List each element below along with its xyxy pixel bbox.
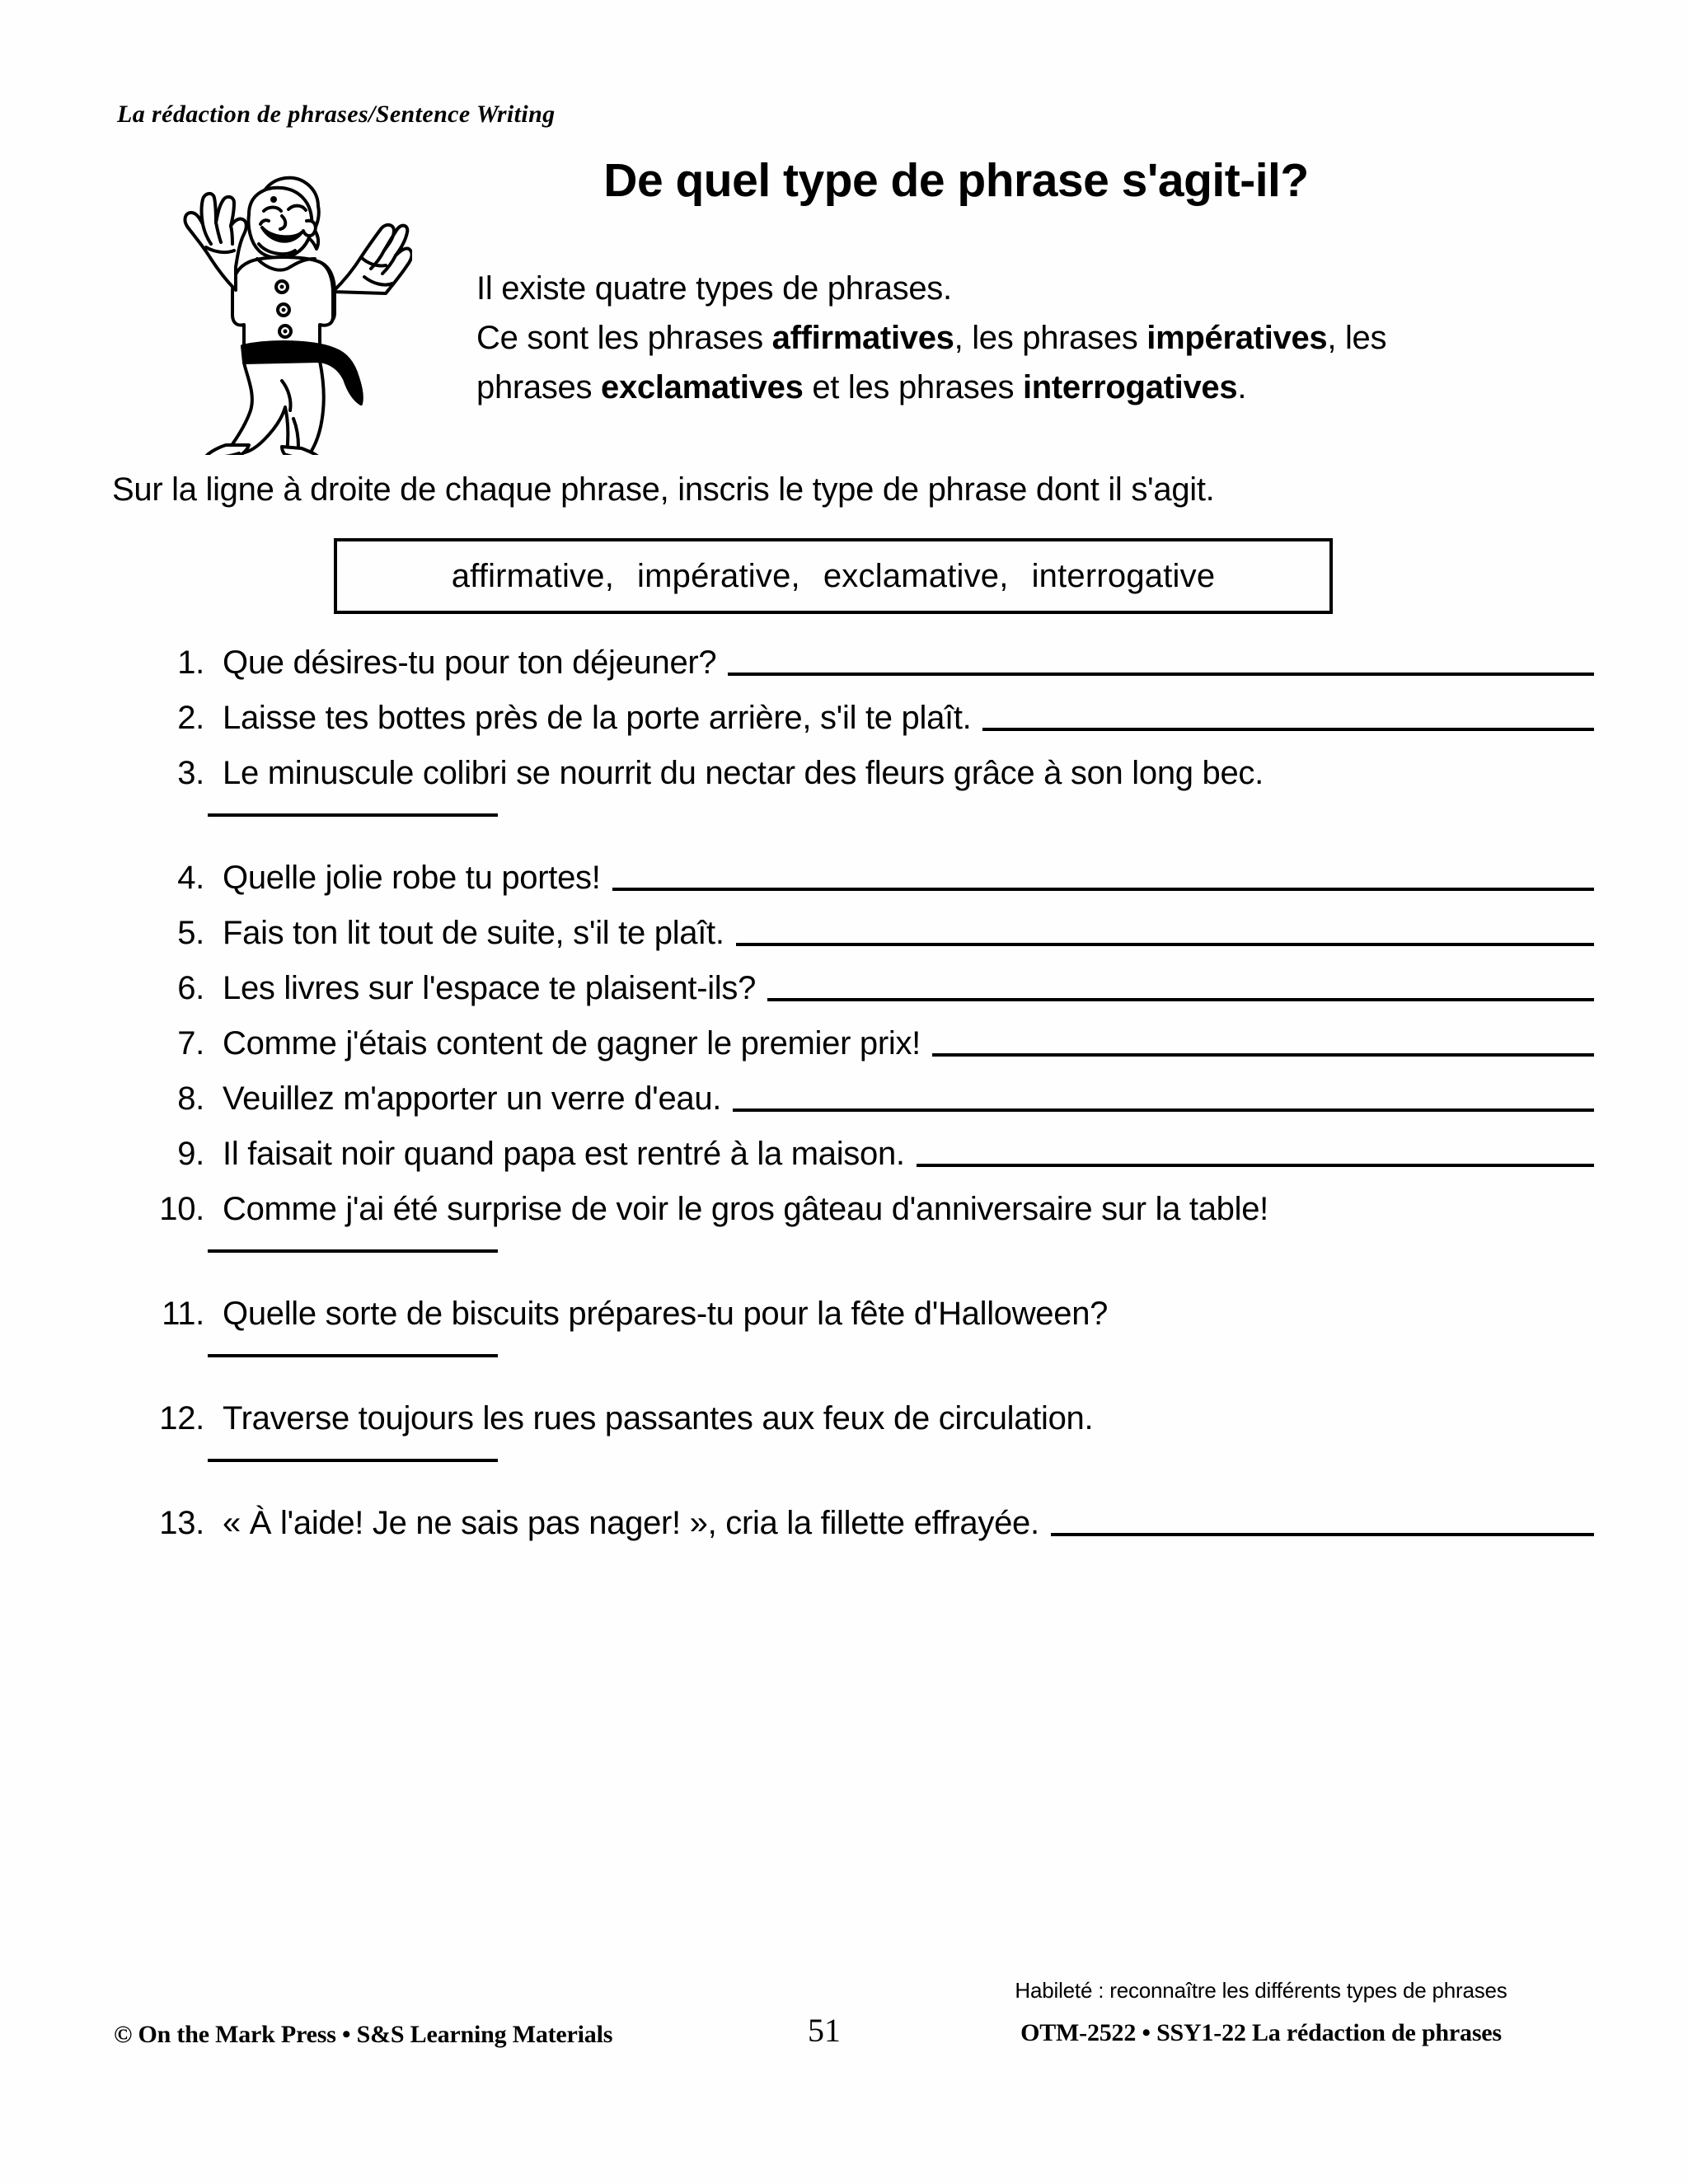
question-number: 10.	[159, 1191, 204, 1227]
question-number: 8.	[177, 1080, 204, 1117]
question-row	[115, 755, 1591, 792]
question-text: Comme j'étais content de gagner le premier prix!	[223, 1025, 921, 1062]
question-text: Traverse toujours les rues passantes aux feux de circulation.	[223, 1400, 1094, 1436]
question-number: 4.	[177, 860, 204, 896]
footer-copyright: © On the Mark Press • S&S Learning Materials	[114, 2021, 613, 2048]
question-number: 12.	[159, 1400, 204, 1436]
question-row	[115, 1296, 1591, 1333]
question-number: 13.	[159, 1505, 204, 1541]
instruction-text: Sur la ligne à droite de chaque phrase, inscris le type de phrase dont il s'agit.	[112, 471, 1215, 508]
footer-product-code: OTM-2522 • SSY1-22 La rédaction de phrases	[1020, 2019, 1502, 2046]
question-text: Quelle sorte de biscuits prépares-tu pour la fête d'Halloween?	[223, 1296, 1109, 1332]
question-number: 6.	[177, 970, 204, 1006]
answer-blank-line[interactable]	[733, 1080, 1594, 1112]
page-number: 51	[808, 2012, 841, 2049]
question-row	[115, 1505, 1591, 1542]
answer-blank-line[interactable]	[208, 813, 498, 817]
answer-blank-line[interactable]	[728, 644, 1594, 676]
question-number: 9.	[177, 1136, 204, 1172]
question-number: 11.	[162, 1296, 204, 1332]
question-list	[115, 644, 1591, 1542]
running-head: La rédaction de phrases/Sentence Writing	[117, 101, 556, 128]
answer-blank-line[interactable]	[736, 915, 1594, 946]
question-row	[115, 1080, 1591, 1118]
answer-blank-line[interactable]	[208, 1249, 498, 1253]
intro-paragraph	[476, 264, 1515, 412]
question-row	[115, 1025, 1591, 1062]
question-text: Il faisait noir quand papa est rentré à la maison.	[223, 1136, 905, 1172]
question-number: 5.	[177, 915, 204, 951]
word-bank-item-interrogative: interrogative	[1031, 557, 1216, 594]
question-number: 7.	[177, 1025, 204, 1062]
intro-line-3: phrases exclamatives et les phrases interrogatives.	[476, 369, 1247, 405]
question-row	[115, 915, 1591, 952]
question-text: Le minuscule colibri se nourrit du nectar des fleurs grâce à son long bec.	[223, 755, 1264, 791]
answer-blank-line[interactable]	[932, 1025, 1594, 1057]
question-row	[115, 644, 1591, 682]
word-bank-item-exclamative: exclamative,	[823, 557, 1009, 594]
footer-skill-text: Habileté : reconnaître les différents types de phrases	[1015, 1978, 1507, 2003]
question-text: « À l'aide! Je ne sais pas nager! », cria la fillette effrayée.	[223, 1505, 1039, 1541]
word-bank-box	[334, 538, 1333, 614]
question-text: Quelle jolie robe tu portes!	[223, 860, 601, 896]
word-bank-item-imperative: impérative,	[637, 557, 800, 594]
answer-blank-line[interactable]	[982, 700, 1594, 731]
question-text: Laisse tes bottes près de la porte arrière, s'il te plaît.	[223, 700, 972, 736]
question-number: 2.	[177, 700, 204, 736]
word-bank-item-affirmative: affirmative,	[451, 557, 615, 594]
question-row	[115, 860, 1591, 897]
answer-blank-line[interactable]	[767, 970, 1594, 1001]
answer-blank-line[interactable]	[917, 1136, 1594, 1167]
question-number: 1.	[177, 644, 204, 681]
question-row	[115, 970, 1591, 1007]
question-text: Comme j'ai été surprise de voir le gros gâteau d'anniversaire sur la table!	[223, 1191, 1268, 1227]
question-text: Fais ton lit tout de suite, s'il te plaît.	[223, 915, 724, 951]
answer-blank-line[interactable]	[208, 1354, 498, 1357]
answer-blank-line[interactable]	[612, 860, 1594, 891]
answer-blank-row	[115, 1333, 1591, 1382]
answer-blank-row	[115, 1228, 1591, 1277]
question-text: Veuillez m'apporter un verre d'eau.	[223, 1080, 722, 1117]
question-row	[115, 1191, 1591, 1228]
cheerful-walking-figure-illustration	[157, 142, 412, 455]
question-row	[115, 1400, 1591, 1437]
answer-blank-row	[115, 1437, 1591, 1487]
question-row	[115, 1136, 1591, 1173]
question-row	[115, 700, 1591, 737]
intro-line-1: Il existe quatre types de phrases.	[476, 270, 952, 307]
question-number: 3.	[177, 755, 204, 791]
answer-blank-line[interactable]	[1051, 1505, 1594, 1536]
intro-line-2: Ce sont les phrases affirmatives, les phrases impératives, les	[476, 320, 1387, 356]
question-text: Les livres sur l'espace te plaisent-ils?	[223, 970, 757, 1006]
question-text: Que désires-tu pour ton déjeuner?	[223, 644, 717, 681]
word-bank-words	[440, 558, 1227, 595]
answer-blank-row	[115, 792, 1591, 841]
answer-blank-line[interactable]	[208, 1459, 498, 1462]
page-title: De quel type de phrase s'agit-il?	[603, 154, 1309, 207]
